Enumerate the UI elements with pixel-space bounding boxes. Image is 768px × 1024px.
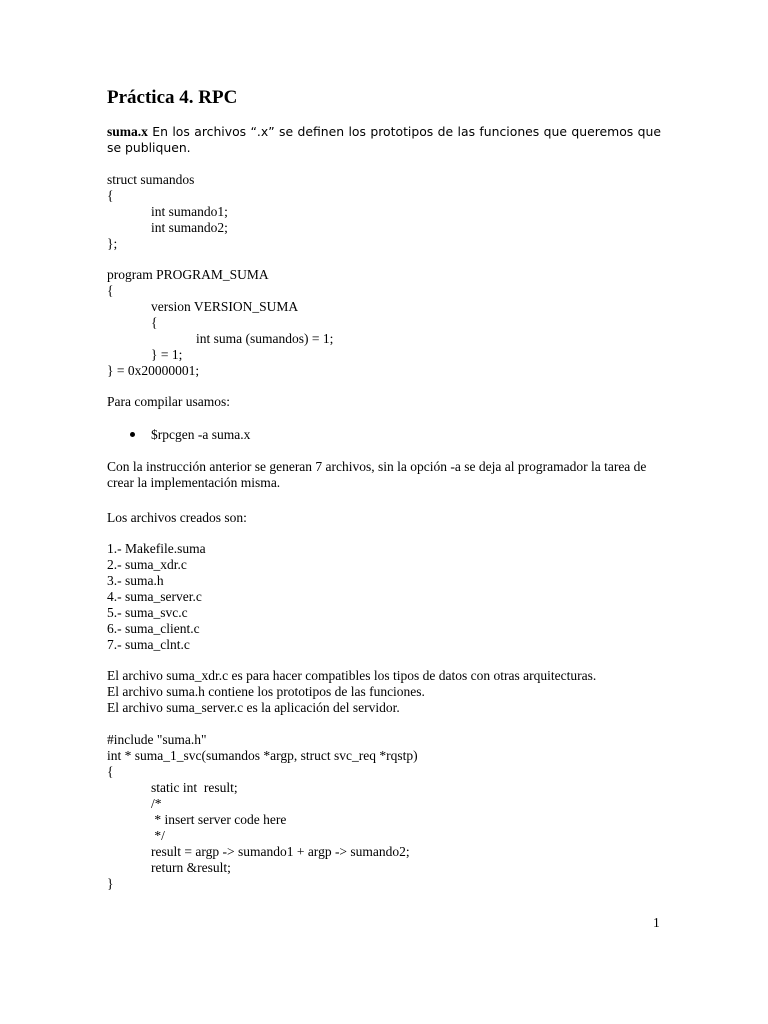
- code-line: int sumando1;: [151, 204, 228, 219]
- code-line: int * suma_1_svc(sumandos *argp, struct svc_req *rqstp): [107, 748, 418, 763]
- code-line: } = 0x20000001;: [107, 363, 200, 378]
- file-list-item: 1.- Makefile.suma: [107, 541, 206, 556]
- code-line: struct sumandos: [107, 172, 195, 187]
- code-line: */: [151, 828, 165, 843]
- code-line: }: [107, 876, 114, 891]
- code-line: static int result;: [151, 780, 238, 795]
- code-line: /*: [151, 796, 162, 811]
- description-line: El archivo suma.h contiene los prototipos de las funciones.: [107, 684, 425, 699]
- code-line: {: [107, 764, 114, 779]
- code-line: program PROGRAM_SUMA: [107, 267, 269, 282]
- code-line: } = 1;: [151, 347, 183, 362]
- code-line: int suma (sumandos) = 1;: [196, 331, 334, 346]
- intro-filename: suma.x: [107, 124, 148, 139]
- code-line: * insert server code here: [151, 812, 287, 827]
- code-line: result = argp -> sumando1 + argp -> sumando2;: [151, 844, 410, 859]
- code-line: };: [107, 236, 118, 251]
- intro-paragraph: [107, 124, 661, 156]
- code-line: {: [151, 315, 158, 330]
- file-list-item: 4.- suma_server.c: [107, 589, 202, 604]
- code-line: version VERSION_SUMA: [151, 299, 299, 314]
- file-list-item: 2.- suma_xdr.c: [107, 557, 187, 572]
- file-list-item: 3.- suma.h: [107, 573, 164, 588]
- compile-label: Para compilar usamos:: [107, 394, 230, 409]
- page-title: Práctica 4. RPC: [107, 87, 238, 108]
- code-line: int sumando2;: [151, 220, 228, 235]
- code-line: {: [107, 188, 114, 203]
- code-line: {: [107, 283, 114, 298]
- page-number: 1: [653, 915, 660, 930]
- description-line: El archivo suma_xdr.c es para hacer compatibles los tipos de datos con otras arquitecturas.: [107, 668, 597, 683]
- files-label: Los archivos creados son:: [107, 510, 247, 525]
- code-line: #include "suma.h": [107, 732, 207, 747]
- file-list-item: 7.- suma_clnt.c: [107, 637, 190, 652]
- intro-text: En los archivos “.x” se definen los prototipos de las funciones que queremos que se publiquen.: [107, 124, 661, 155]
- compile-command: $rpcgen -a suma.x: [151, 427, 251, 442]
- code-line: return &result;: [151, 860, 231, 875]
- description-line: El archivo suma_server.c es la aplicación del servidor.: [107, 700, 400, 715]
- bullet-icon: [130, 432, 135, 437]
- file-list-item: 5.- suma_svc.c: [107, 605, 188, 620]
- instruction-paragraph: Con la instrucción anterior se generan 7 archivos, sin la opción -a se deja al programador la tarea de crear la implementación misma.: [107, 459, 647, 490]
- file-list-item: 6.- suma_client.c: [107, 621, 200, 636]
